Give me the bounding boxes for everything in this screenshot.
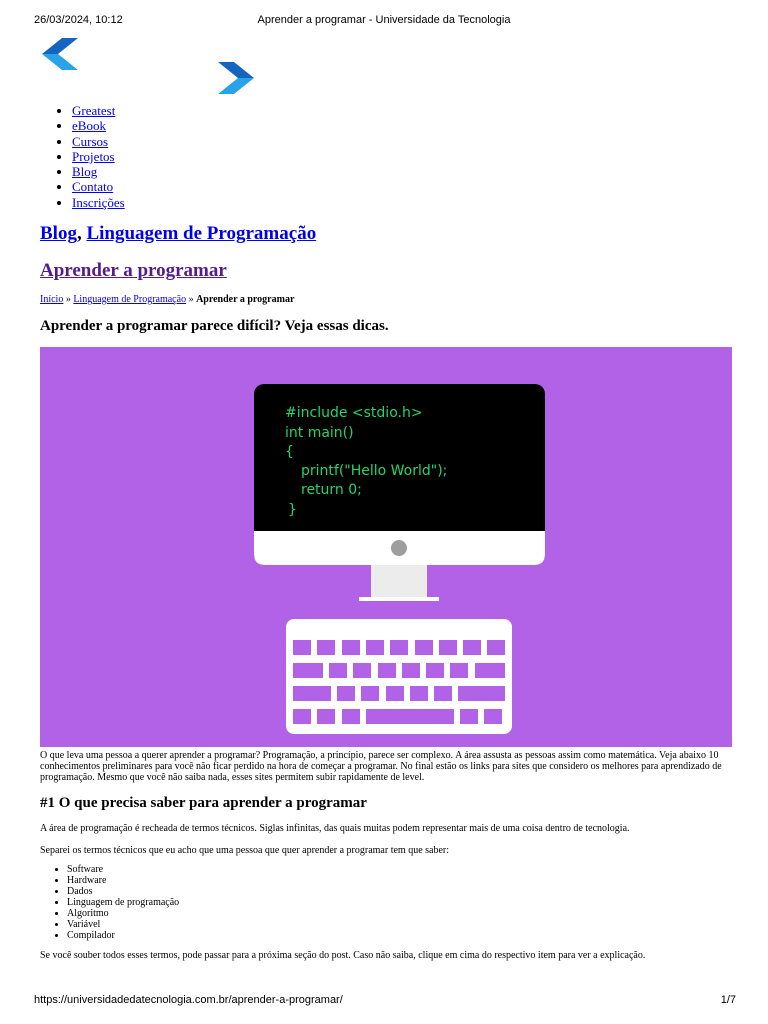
keyboard-key (475, 663, 505, 678)
keyboard-key (361, 686, 379, 701)
post-title-link[interactable]: Aprender a programar (40, 260, 227, 281)
nav-link-blog[interactable]: Blog (72, 164, 98, 180)
term-item-dados[interactable]: • Dados (67, 886, 179, 897)
term-item-algoritmo[interactable]: • Algoritmo (67, 908, 179, 919)
keyboard-key (460, 709, 478, 724)
keyboard-key (439, 640, 457, 655)
keyboard-key (317, 640, 335, 655)
code-line: } (288, 502, 297, 518)
nav-item-cursos (72, 134, 125, 149)
term-item-compilador[interactable]: • Compilador (67, 930, 179, 941)
keyboard-icon (286, 619, 512, 734)
keyboard-key (293, 663, 323, 678)
category-link-linguagem[interactable]: Linguagem de Programação (86, 223, 317, 244)
nav-item-projetos (72, 149, 125, 164)
keyboard-key (390, 640, 408, 655)
print-header (0, 14, 768, 30)
code-line: int main() (285, 425, 354, 441)
brand-chevron-icon (216, 62, 256, 94)
section-heading: #1 O que precisa saber para aprender a programar (40, 795, 367, 811)
keyboard-key (293, 686, 331, 701)
keyboard-key (450, 663, 468, 678)
keyboard-key (366, 709, 454, 724)
nav-link-greatest[interactable]: Greatest (72, 103, 116, 118)
keyboard-key (410, 686, 428, 701)
breadcrumb-home-link[interactable]: Início (40, 294, 64, 305)
print-page-title: Aprender a programar - Universidade da Tecnologia (257, 14, 511, 26)
keyboard-key (337, 686, 355, 701)
keyboard-key (378, 663, 396, 678)
nav-link-contato[interactable]: Contato (72, 179, 114, 195)
main-nav (40, 103, 125, 210)
nav-link-projetos[interactable]: Projetos (72, 148, 115, 164)
breadcrumb-separator: » (65, 294, 71, 305)
keyboard-key (402, 663, 420, 678)
term-item-linguagem[interactable]: • Linguagem de programação (67, 897, 179, 908)
nav-link-cursos[interactable]: Cursos (72, 133, 109, 149)
terms-list (40, 864, 179, 941)
keyboard-key (415, 640, 433, 655)
site-logo-icon[interactable] (40, 38, 80, 70)
print-page-number: 1/7 (720, 994, 736, 1006)
intro-paragraph: O que leva uma pessoa a querer aprender a programar? Programação, a princípio, parece ser complexo. A área assusta as pessoas assim como matemática. Veja abaixo 10 conhecimentos preliminares para você não ficar perdido na hora de começar a programar. No final estão os links para sites que considero os melhores para aprendizado de programação. Mesmo que você não saiba nada, esses sites permitem subir rapidamente de level. (40, 750, 722, 783)
breadcrumb-category-link[interactable]: Linguagem de Programação (73, 294, 187, 305)
nav-item-contato (72, 179, 125, 194)
print-footer (0, 994, 768, 1010)
post-lead: Aprender a programar parece difícil? Veja essas dicas. (40, 318, 389, 334)
hero-image (40, 347, 732, 747)
category-separator: , (76, 223, 82, 244)
post-categories (40, 223, 316, 245)
nav-item-ebook (72, 118, 125, 133)
keyboard-key (458, 686, 505, 701)
print-url: https://universidadedatecnologia.com.br/aprender-a-programar/ (34, 994, 343, 1006)
keyboard-key (386, 686, 404, 701)
section-paragraph: A área de programação é recheada de termos técnicos. Siglas infinitas, das quais muitas podem representar mais de uma coisa dentro de tecnologia. (40, 823, 630, 834)
keyboard-key (487, 640, 505, 655)
keyboard-key (426, 663, 444, 678)
code-line: { (285, 444, 294, 460)
keyboard-key (353, 663, 371, 678)
section-paragraph: Se você souber todos esses termos, pode passar para a próxima seção do post. Caso não saiba, clique em cima do respectivo item para ver a explicação. (40, 950, 646, 961)
keyboard-key (463, 640, 481, 655)
term-item-hardware[interactable]: • Hardware (67, 875, 179, 886)
keyboard-key (366, 640, 384, 655)
keyboard-key (342, 640, 360, 655)
code-line: return 0; (301, 482, 362, 498)
category-link-blog[interactable]: Blog (40, 223, 77, 244)
section-paragraph: Separei os termos técnicos que eu acho que uma pessoa que quer aprender a programar tem que saber: (40, 845, 450, 856)
nav-item-inscricoes (72, 195, 125, 210)
nav-link-inscricoes[interactable]: Inscrições (72, 194, 125, 210)
keyboard-key (329, 663, 347, 678)
nav-item-blog (72, 164, 125, 179)
term-item-variavel[interactable]: • Variável (67, 919, 179, 930)
keyboard-key (317, 709, 335, 724)
term-item-software[interactable]: • Software (67, 864, 179, 875)
keyboard-key (342, 709, 360, 724)
breadcrumb-separator: » (188, 294, 194, 305)
keyboard-key (434, 686, 452, 701)
nav-link-ebook[interactable]: eBook (72, 118, 106, 134)
post-title (40, 260, 227, 282)
code-line: printf("Hello World"); (301, 463, 448, 479)
code-line: #include <stdio.h> (285, 405, 423, 421)
nav-item-greatest (72, 103, 125, 118)
keyboard-key (293, 709, 311, 724)
breadcrumb-current: Aprender a programar (196, 294, 295, 305)
breadcrumb (40, 294, 294, 305)
print-datetime: 26/03/2024, 10:12 (34, 14, 123, 26)
keyboard-key (484, 709, 502, 724)
keyboard-key (293, 640, 311, 655)
